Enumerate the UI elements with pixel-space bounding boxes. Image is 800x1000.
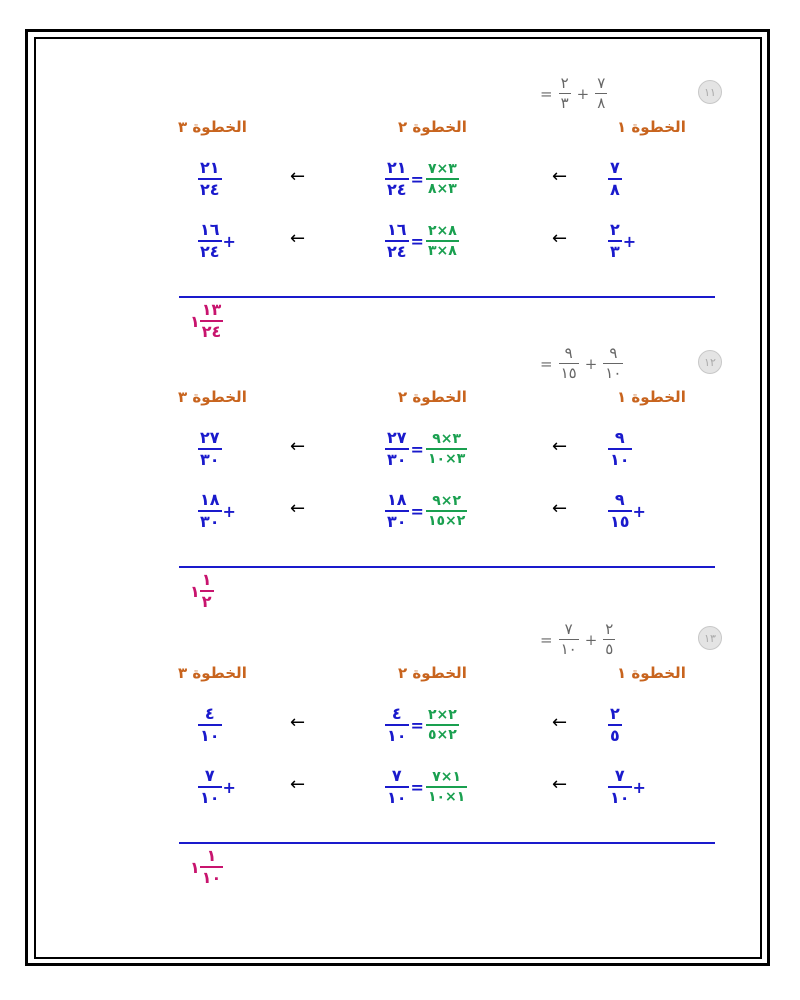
denominator: ٣×٨: [426, 178, 459, 196]
denominator: ٣٠: [200, 512, 220, 531]
step-2-result-fraction: [385, 706, 409, 744]
answer-whole: ١: [190, 857, 200, 877]
numerator: ١×٧: [432, 769, 462, 785]
numerator: ١٨: [200, 490, 220, 509]
numerator: ٧: [614, 766, 625, 785]
step-2-header: الخطوة ٢: [398, 118, 467, 136]
step-row: [0, 222, 800, 262]
step-2-product-fraction: [426, 224, 459, 258]
step-2-equation: [385, 492, 467, 530]
question-expression: [540, 76, 607, 111]
numerator: ١٣: [201, 300, 222, 319]
step-row: [0, 492, 800, 532]
arrow-icon: ←: [290, 436, 306, 457]
question-expression: [540, 346, 623, 381]
denominator: ١٠: [610, 450, 630, 469]
step-1-fraction: [608, 222, 636, 260]
question-expression: [540, 622, 615, 657]
numerator: ٩: [609, 344, 618, 362]
equals-sign: =: [410, 777, 424, 797]
step-3-header: الخطوة ٣: [178, 118, 247, 136]
equals-sign: =: [410, 439, 424, 459]
arrow-icon: ←: [552, 166, 568, 187]
step-3-fraction: [198, 222, 236, 260]
step-2-equation: [385, 706, 459, 744]
arrow-icon: ←: [290, 774, 306, 795]
numerator: ٧: [610, 158, 620, 177]
numerator: ٧: [597, 74, 606, 92]
arrow-icon: ←: [552, 436, 568, 457]
equals-sign: =: [410, 169, 424, 189]
sum-line: [179, 842, 715, 844]
step-2-header: الخطوة ٢: [398, 664, 467, 682]
denominator: ٣٠: [387, 450, 407, 469]
fraction: [608, 768, 632, 806]
question-right-fraction: [603, 346, 623, 381]
plus-sign: +: [222, 231, 236, 251]
problem-number-badge: ١٢: [698, 350, 722, 374]
answer-whole: ١: [190, 311, 200, 331]
answer-whole: ١: [190, 581, 200, 601]
step-2-result-fraction: [385, 768, 409, 806]
denominator: ١٠: [200, 726, 220, 745]
answer-mixed-number: [190, 848, 223, 886]
question-equals: =: [540, 84, 553, 103]
denominator: ٢٤: [387, 180, 407, 199]
arrow-icon: ←: [290, 712, 306, 733]
denominator: ٣٠: [200, 450, 220, 469]
step-2-result-fraction: [385, 160, 409, 198]
numerator: ٤: [391, 704, 402, 723]
fraction: [198, 492, 222, 530]
numerator: ٢×٩: [432, 493, 462, 509]
step-2-product-fraction: [426, 432, 467, 466]
problem-block: [0, 270, 800, 611]
step-row: [0, 768, 800, 808]
numerator: ٤: [204, 704, 215, 723]
numerator: ٧: [391, 766, 402, 785]
question-left-fraction: [559, 346, 579, 381]
numerator: ١٨: [387, 490, 407, 509]
plus-sign: +: [222, 777, 236, 797]
denominator: ٥: [605, 640, 614, 658]
step-1-header: الخطوة ١: [617, 388, 686, 406]
denominator: ٣: [610, 242, 620, 261]
numerator: ١٦: [387, 220, 407, 239]
step-1-fraction: [608, 430, 633, 468]
denominator: ١٠: [560, 640, 577, 658]
denominator: ١٠: [387, 726, 407, 745]
denominator: ٣٠: [387, 512, 407, 531]
problem-block: [0, 0, 800, 341]
fraction: [198, 160, 222, 198]
arrow-icon: ←: [552, 712, 568, 733]
step-1-fraction: [608, 160, 623, 198]
plus-sign: +: [622, 231, 637, 251]
step-2-product-fraction: [426, 162, 459, 196]
numerator: ٧: [564, 620, 573, 638]
question-plus: +: [584, 630, 598, 649]
numerator: ٢: [560, 74, 569, 92]
step-1-fraction: [608, 706, 623, 744]
step-2-header: الخطوة ٢: [398, 388, 467, 406]
numerator: ٣×٩: [432, 431, 462, 447]
numerator: ٩: [614, 428, 625, 447]
step-2-equation: [385, 768, 467, 806]
denominator: ٢٤: [200, 242, 220, 261]
denominator: ٣×١٠: [426, 448, 467, 466]
denominator: ٨: [597, 94, 606, 112]
step-3-header: الخطوة ٣: [178, 388, 247, 406]
numerator: ٩: [614, 490, 625, 509]
fraction: [198, 222, 222, 260]
denominator: ٢٤: [201, 322, 222, 341]
fraction: [198, 768, 222, 806]
numerator: ١: [206, 846, 217, 865]
arrow-icon: ←: [552, 774, 568, 795]
fraction: [198, 706, 222, 744]
denominator: ٢٤: [387, 242, 407, 261]
denominator: ٢: [201, 592, 212, 611]
problem-number-badge: ١١: [698, 80, 722, 104]
step-1-fraction: [608, 768, 646, 806]
numerator: ٢: [605, 620, 614, 638]
problem-number-badge: ١٣: [698, 626, 722, 650]
plus-sign: +: [632, 777, 646, 797]
numerator: ٨×٢: [427, 223, 457, 239]
step-1-header: الخطوة ١: [617, 118, 686, 136]
denominator: ٢٤: [200, 180, 220, 199]
question-right-fraction: [595, 76, 607, 111]
arrow-icon: ←: [552, 498, 568, 519]
fraction: [608, 492, 632, 530]
denominator: ٨: [610, 180, 620, 199]
step-3-fraction: [198, 430, 223, 468]
step-2-result-fraction: [385, 430, 409, 468]
denominator: ١٥: [610, 512, 630, 531]
numerator: ٢١: [387, 158, 407, 177]
step-3-fraction: [198, 160, 223, 198]
denominator: ٢×١٥: [426, 510, 467, 528]
step-row: [0, 430, 800, 470]
numerator: ٢١: [200, 158, 220, 177]
arrow-icon: ←: [290, 228, 306, 249]
denominator: ٨×٣: [426, 240, 459, 258]
fraction: [198, 430, 222, 468]
denominator: ٢×٥: [426, 724, 459, 742]
arrow-icon: ←: [290, 498, 306, 519]
step-2-equation: [385, 430, 467, 468]
denominator: ١٠: [605, 364, 622, 382]
step-2-product-fraction: [426, 770, 467, 804]
question-equals: =: [540, 354, 553, 373]
numerator: ٧: [204, 766, 215, 785]
step-3-fraction: [198, 492, 236, 530]
denominator: ١٠: [610, 788, 630, 807]
numerator: ١٦: [200, 220, 220, 239]
step-2-product-fraction: [426, 708, 459, 742]
arrow-icon: ←: [290, 166, 306, 187]
problem-block: [0, 546, 800, 887]
step-3-fraction: [198, 768, 236, 806]
fraction: [608, 706, 622, 744]
answer-fraction: [200, 848, 224, 886]
step-2-product-fraction: [426, 494, 467, 528]
step-2-equation: [385, 160, 459, 198]
step-2-equation: [385, 222, 459, 260]
fraction: [608, 160, 622, 198]
step-3-header: الخطوة ٣: [178, 664, 247, 682]
step-2-result-fraction: [385, 492, 409, 530]
question-plus: +: [576, 84, 590, 103]
step-3-fraction: [198, 706, 223, 744]
step-1-header: الخطوة ١: [617, 664, 686, 682]
question-left-fraction: [559, 76, 571, 111]
denominator: ٥: [610, 726, 620, 745]
plus-sign: +: [632, 501, 646, 521]
equals-sign: =: [410, 231, 424, 251]
denominator: ١٠: [200, 788, 220, 807]
denominator: ١×١٠: [426, 786, 467, 804]
step-2-result-fraction: [385, 222, 409, 260]
numerator: ٢٧: [387, 428, 407, 447]
step-1-fraction: [608, 492, 646, 530]
numerator: ١: [201, 570, 212, 589]
numerator: ٣×٧: [427, 161, 457, 177]
denominator: ١٥: [560, 364, 577, 382]
equals-sign: =: [410, 501, 424, 521]
numerator: ٢: [610, 704, 620, 723]
numerator: ٢×٢: [427, 707, 457, 723]
step-row: [0, 160, 800, 200]
question-left-fraction: [559, 622, 579, 657]
fraction: [608, 430, 632, 468]
question-right-fraction: [603, 622, 615, 657]
plus-sign: +: [222, 501, 236, 521]
numerator: ٢٧: [200, 428, 220, 447]
question-equals: =: [540, 630, 553, 649]
denominator: ٣: [560, 94, 569, 112]
step-row: [0, 706, 800, 746]
fraction: [608, 222, 622, 260]
equals-sign: =: [410, 715, 424, 735]
denominator: ١٠: [387, 788, 407, 807]
numerator: ٩: [564, 344, 573, 362]
numerator: ٢: [610, 220, 620, 239]
arrow-icon: ←: [552, 228, 568, 249]
question-plus: +: [584, 354, 598, 373]
denominator: ١٠: [201, 868, 222, 887]
